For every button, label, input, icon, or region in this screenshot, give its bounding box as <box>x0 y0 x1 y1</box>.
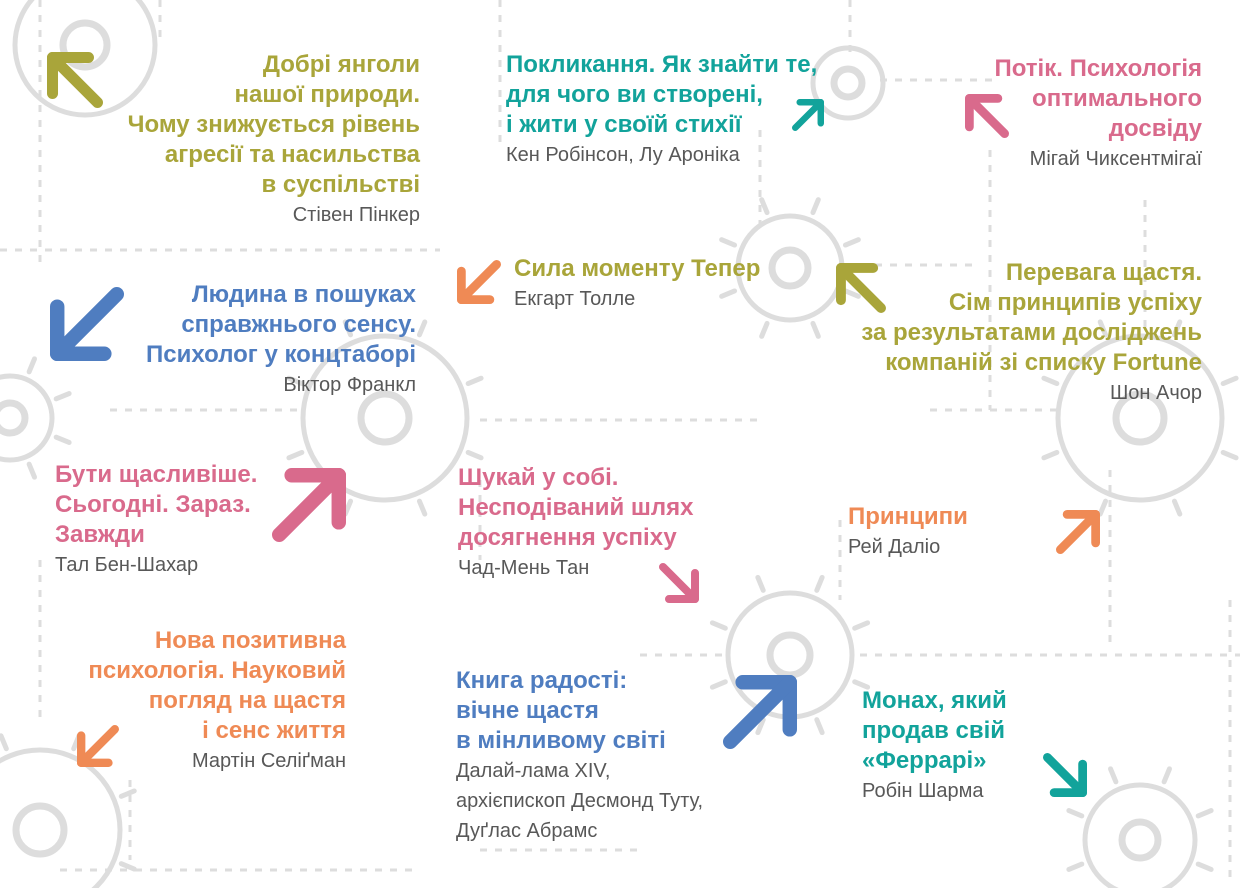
book-flow <box>994 54 1202 174</box>
book-title: Шукай у собі. Несподіваний шлях досягнення успіху <box>458 464 694 551</box>
book-mans-search-for-meaning <box>146 280 416 400</box>
book-author: Мартін Селіґман <box>191 750 346 772</box>
book-title: Нова позитивна психологія. Науковий погляд на щастя і сенс життя <box>88 627 346 744</box>
book-author: Кен Робінсон, Лу Ароніка <box>506 144 740 166</box>
arrow-up-right-icon <box>722 674 798 750</box>
book-author: Екгарт Толле <box>514 288 636 310</box>
book-title: Сила моменту Тепер <box>514 255 761 282</box>
arrow-up-left-icon <box>835 262 887 314</box>
book-author: Мігай Чиксентмігаї <box>1029 148 1202 170</box>
book-author: Далай-лама XIV, архієпископ Десмонд Туту, Дуґлас Абрамс <box>456 760 704 842</box>
book-title: Монах, який продав свій «Феррарі» <box>862 687 1007 774</box>
book-title: Людина в пошуках справжнього сенсу. Психолог у концтаборі <box>146 281 416 368</box>
book-author: Тал Бен-Шахар <box>55 554 199 576</box>
arrow-up-left-icon <box>964 93 1010 139</box>
book-power-of-now <box>514 254 760 314</box>
book-title: Перевага щастя. Сім принципів успіху за результатами досліджень компаній зі списку Fortune <box>861 259 1202 376</box>
book-author: Стівен Пінкер <box>292 204 420 226</box>
arrow-down-right-icon <box>1042 752 1088 798</box>
arrow-down-left-icon <box>76 724 120 768</box>
book-of-joy <box>456 666 703 846</box>
arrow-down-right-icon <box>658 562 700 604</box>
arrow-down-left-icon <box>456 259 502 305</box>
book-author: Робін Шарма <box>862 780 984 802</box>
arrow-up-left-icon <box>46 51 104 109</box>
book-title: Бути щасливіше. Сьогодні. Зараз. Завжди <box>55 461 258 548</box>
book-author: Віктор Франкл <box>283 374 416 396</box>
arrow-up-right-icon <box>1055 509 1101 555</box>
book-happiness-advantage <box>861 258 1202 408</box>
arrow-down-left-icon <box>49 286 125 362</box>
book-author: Шон Ачор <box>1109 382 1202 404</box>
book-author: Чад-Мень Тан <box>458 557 590 579</box>
book-monk-ferrari <box>862 686 1007 806</box>
book-principles <box>848 502 968 562</box>
book-title: Покликання. Як знайти те, для чого ви створені, і жити у своїй стихії <box>506 51 818 138</box>
book-title: Книга радості: вічне щастя в мінливому світі <box>456 667 666 754</box>
book-element <box>506 50 817 170</box>
book-title: Принципи <box>848 503 968 530</box>
book-author: Рей Даліо <box>848 536 941 558</box>
arrow-up-right-icon <box>271 467 347 543</box>
book-happier <box>55 460 257 580</box>
book-authentic-happiness <box>88 626 346 776</box>
book-title: Потік. Психологія оптимального досвіду <box>994 55 1202 142</box>
book-good-angels <box>128 50 420 230</box>
book-title: Добрі янголи нашої природи. Чому знижується рівень агресії та насильства в суспільстві <box>127 51 420 198</box>
arrow-up-right-icon <box>791 98 825 132</box>
